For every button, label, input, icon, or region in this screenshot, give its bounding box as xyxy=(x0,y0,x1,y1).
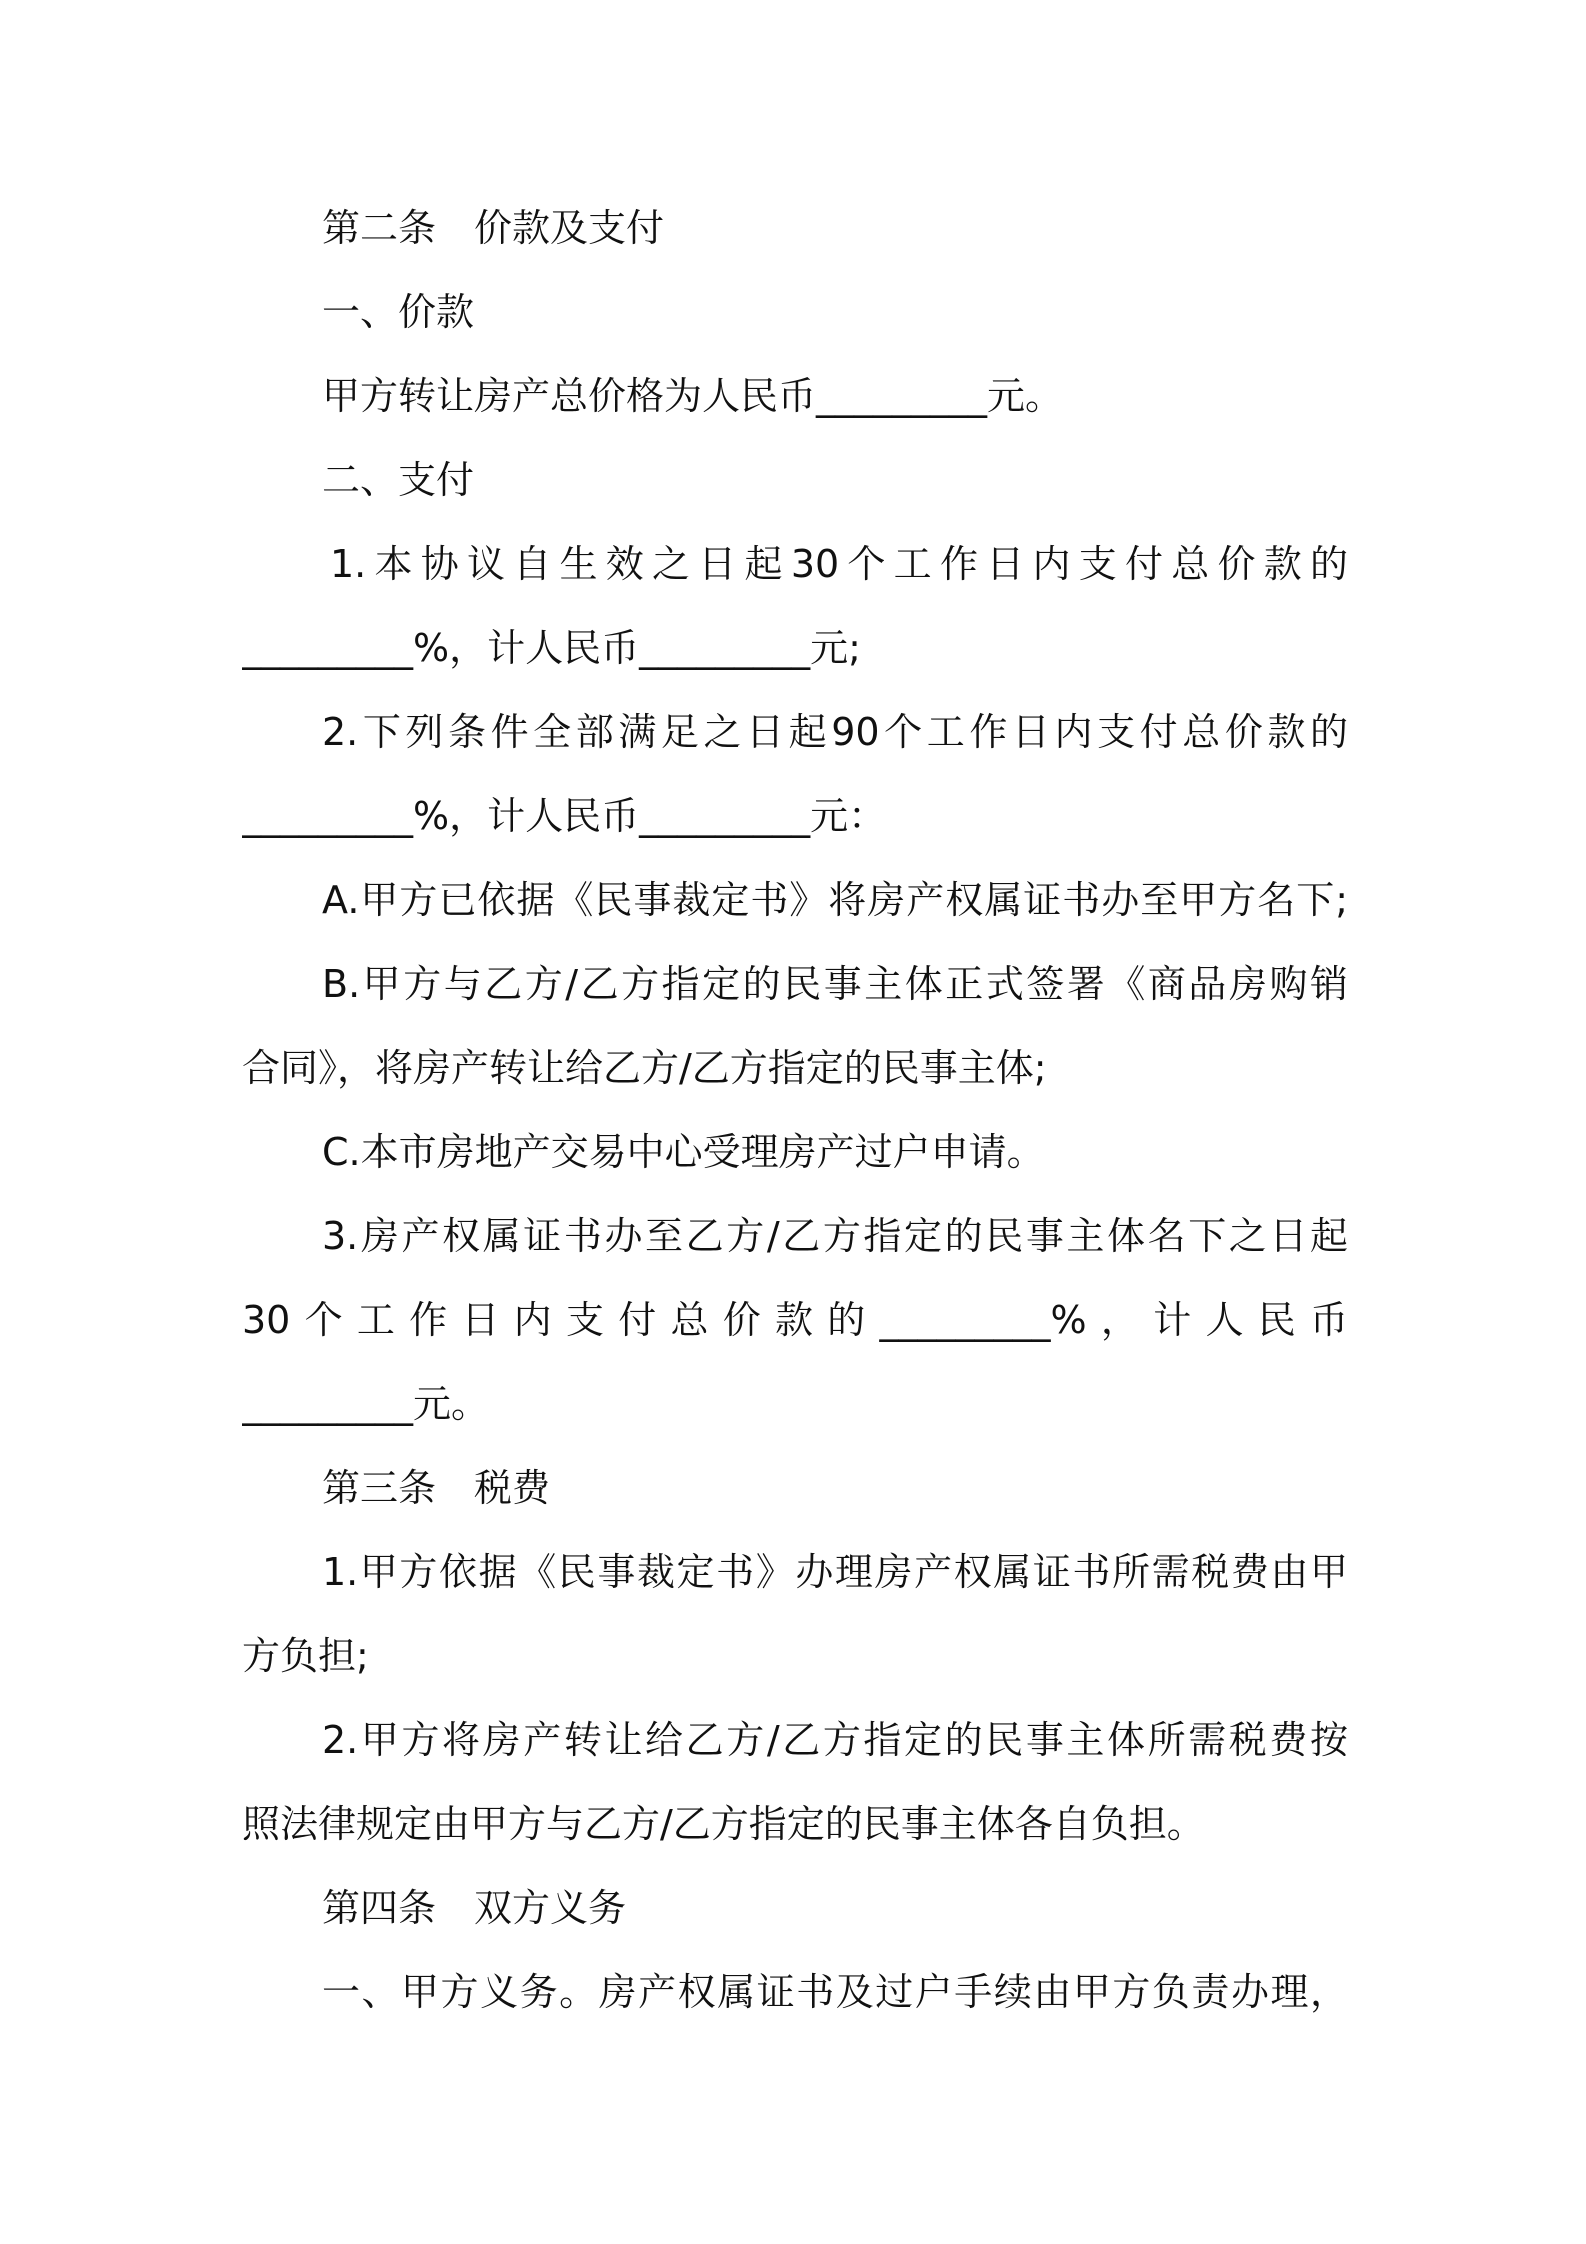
section-payment-heading: 二、支付 xyxy=(322,458,475,502)
article-2-heading: 第二条 价款及支付 xyxy=(322,206,665,250)
payment-item-2-line-2: _________%，计人民币_________元： xyxy=(242,794,887,838)
payment-item-1-line-1: 1.本协议自生效之日起30个工作日内支付总价款的 xyxy=(330,542,1348,586)
price-clause: 甲方转让房产总价格为人民币_________元。 xyxy=(322,374,1064,418)
payment-item-3-line-1: 3.房产权属证书办至乙方/乙方指定的民事主体名下之日起 xyxy=(322,1214,1348,1258)
payment-item-2-line-1: 2.下列条件全部满足之日起90个工作日内支付总价款的 xyxy=(322,710,1348,754)
payment-item-1-line-2: _________%，计人民币_________元; xyxy=(242,626,861,670)
article-4-heading: 第四条 双方义务 xyxy=(322,1886,627,1930)
condition-a: A.甲方已依据《民事裁定书》将房产权属证书办至甲方名下; xyxy=(322,878,1348,922)
party-a-obligations: 一、甲方义务。房产权属证书及过户手续由甲方负责办理， xyxy=(322,1970,1348,2014)
condition-c: C.本市房地产交易中心受理房产过户申请。 xyxy=(322,1130,1045,1174)
article-3-heading: 第三条 税费 xyxy=(322,1466,551,1510)
payment-item-3-line-3: _________元。 xyxy=(242,1382,490,1426)
payment-item-3-line-2: 30个工作日内支付总价款的_________%，计人民币 xyxy=(242,1298,1348,1342)
tax-item-1-line-2: 方负担; xyxy=(242,1634,369,1678)
tax-item-1-line-1: 1.甲方依据《民事裁定书》办理房产权属证书所需税费由甲 xyxy=(322,1550,1348,1594)
tax-item-2-line-1: 2.甲方将房产转让给乙方/乙方指定的民事主体所需税费按 xyxy=(322,1718,1348,1762)
condition-b-line-1: B.甲方与乙方/乙方指定的民事主体正式签署《商品房购销 xyxy=(322,962,1348,1006)
condition-b-line-2: 合同》，将房产转让给乙方/乙方指定的民事主体; xyxy=(242,1046,1047,1090)
tax-item-2-line-2: 照法律规定由甲方与乙方/乙方指定的民事主体各自负担。 xyxy=(242,1802,1205,1846)
section-price-heading: 一、价款 xyxy=(322,290,475,334)
